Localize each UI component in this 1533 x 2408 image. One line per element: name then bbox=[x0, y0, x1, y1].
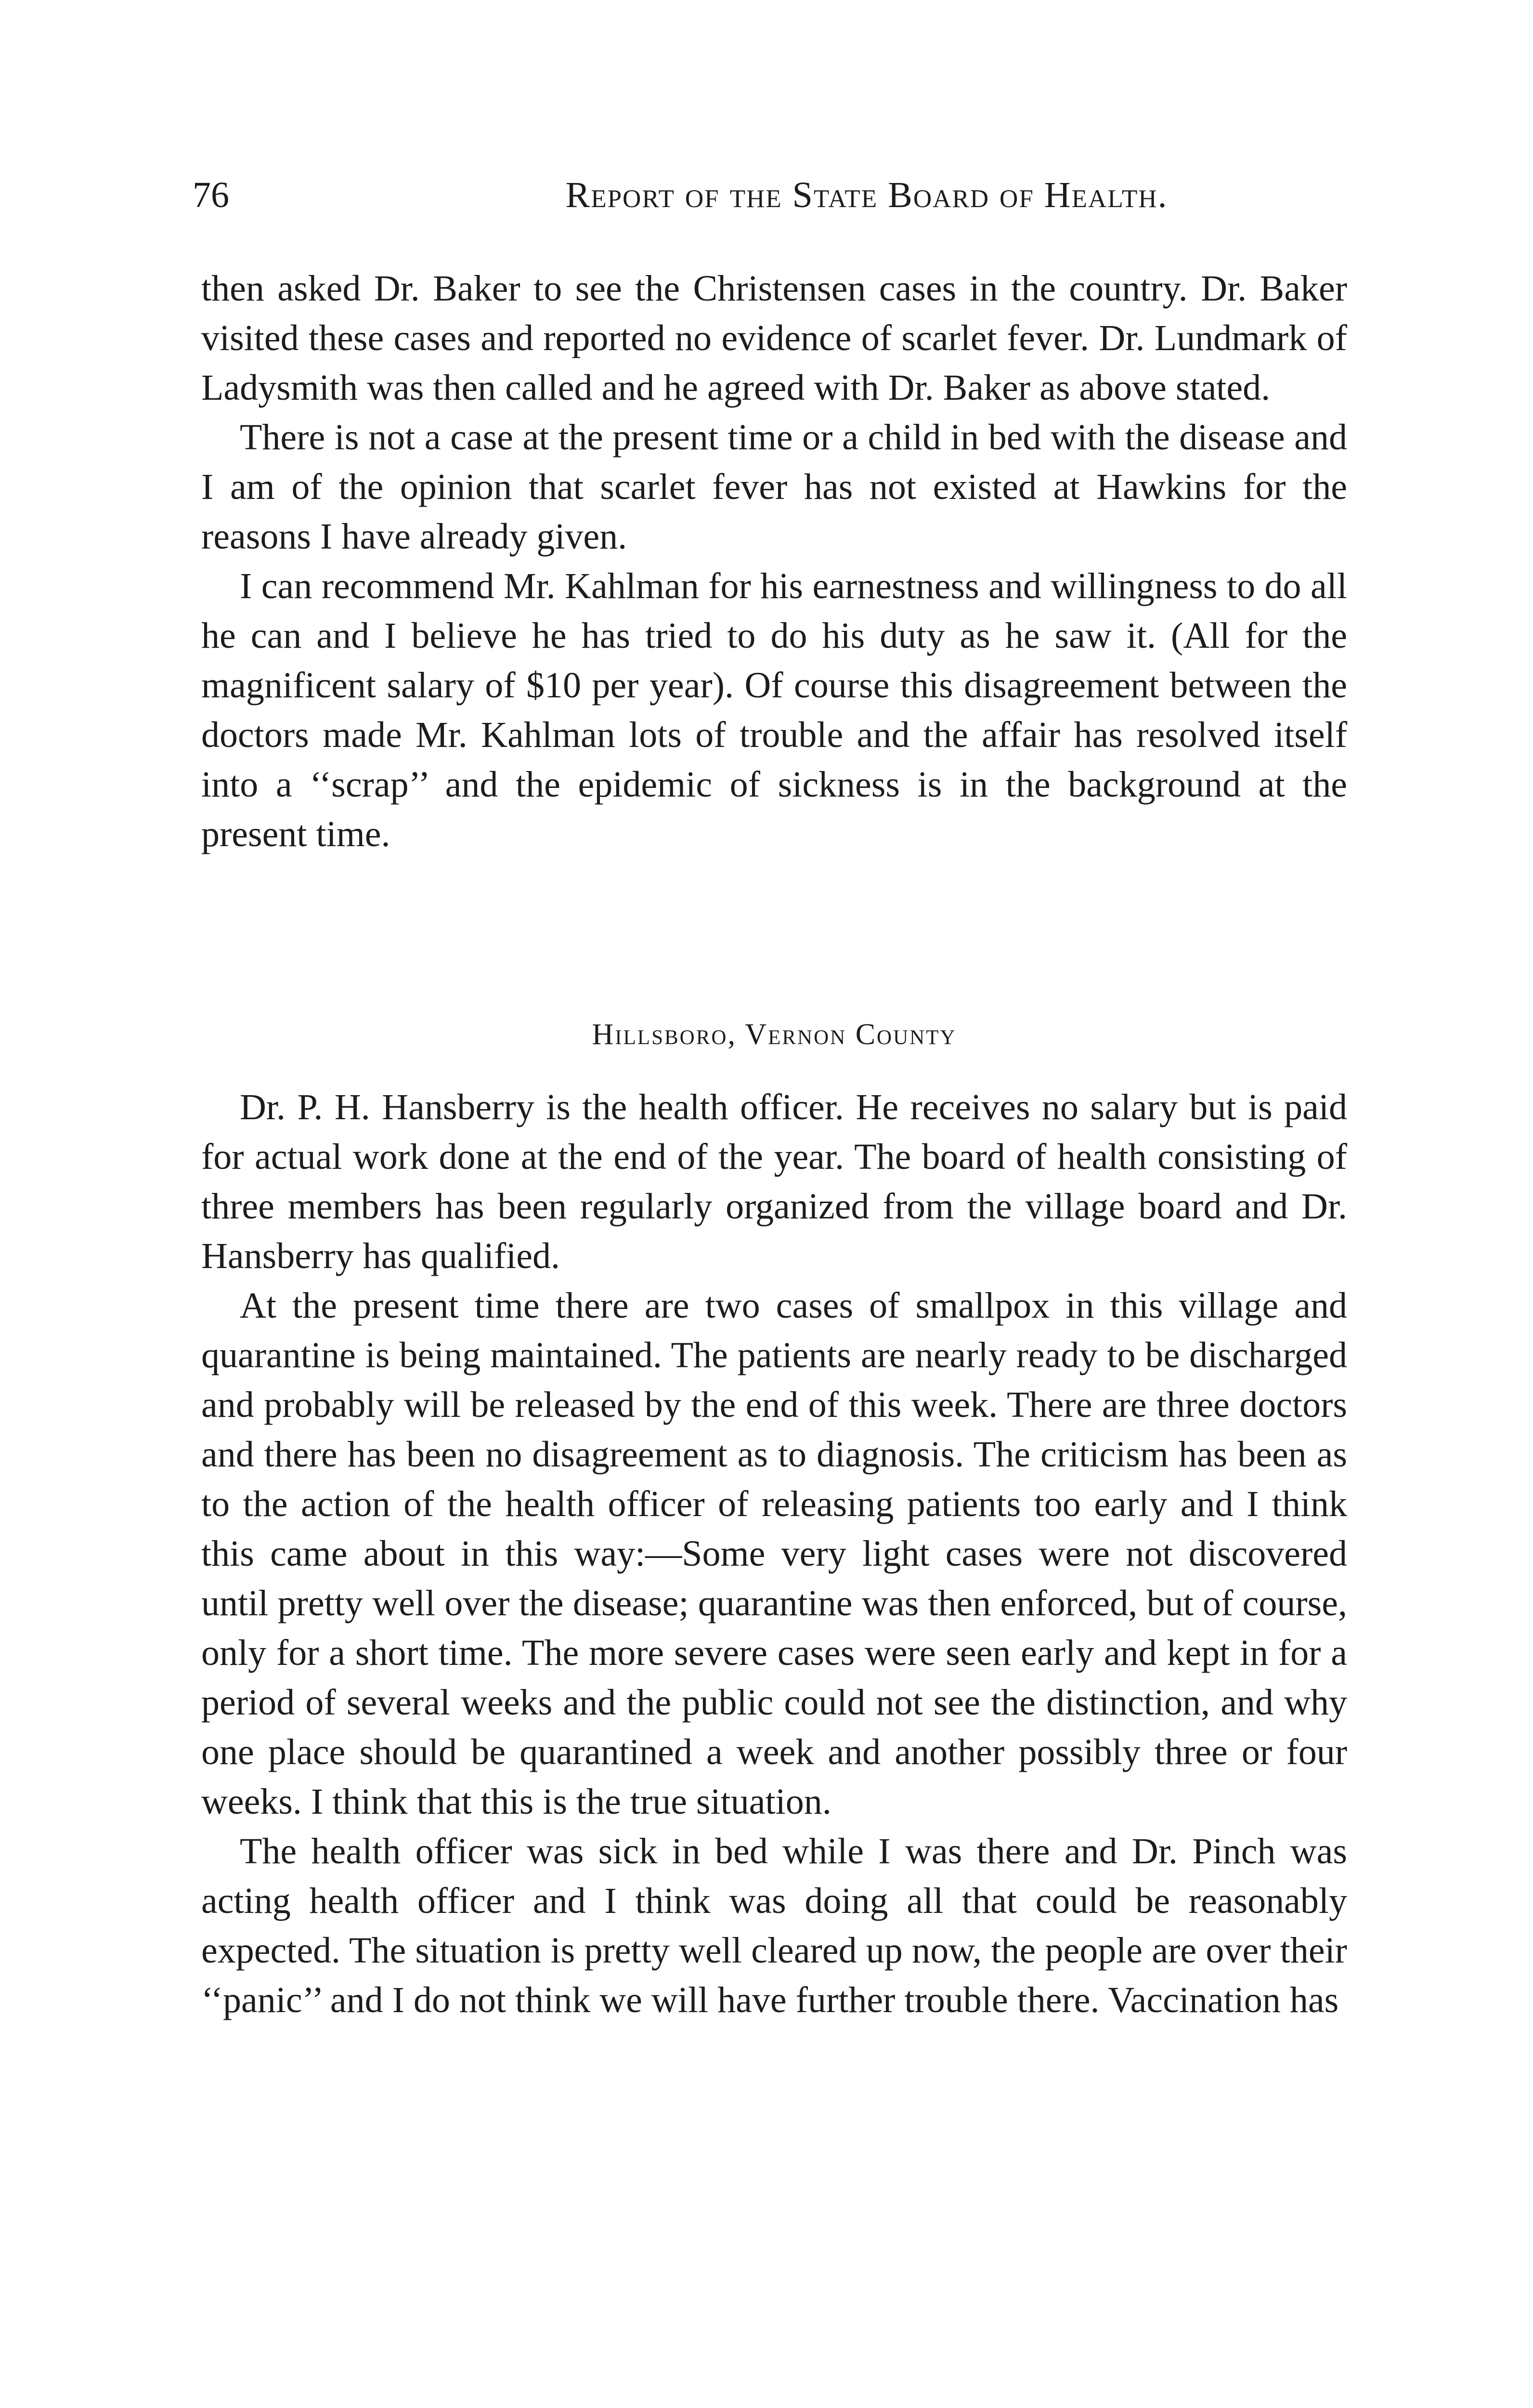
paragraph-continuation: then asked Dr. Baker to see the Christensen cases in the country. Dr. Baker visited these cases and reported no evidence of scarlet fever. Dr. Lundmark of Ladysmith was then called and he agreed with Dr. Baker as above stated. bbox=[201, 268, 1347, 408]
paragraph: Dr. P. H. Hansberry is the health officer. He receives no salary but is paid for actual work done at the end of the year. The board of health consisting of three members has been regularly organized from the village board and Dr. Hansberry has qualified. bbox=[201, 1087, 1347, 1276]
section-one-body bbox=[201, 264, 1347, 859]
running-title: Report of the State Board of Health. bbox=[565, 175, 1168, 215]
paragraph: At the present time there are two cases of smallpox in this village and quarantine is being maintained. The patients are nearly ready to be discharged and probably will be released by the end of this week. There are three doctors and there has been no disagreement as to diagnosis. The criticism has been as to the action of the health officer of releasing patients too early and I think this came about in this way:—Some very light cases were not discovered until pretty well over the disease; quarantine was then enforced, but of course, only for a short time. The more severe cases were seen early and kept in for a period of several weeks and the public could not see the distinction, and why one place should be quarantined a week and another possibly three or four weeks. I think that this is the true situation. bbox=[201, 1285, 1347, 1822]
running-head bbox=[193, 171, 1358, 229]
paragraph: The health officer was sick in bed while I was there and Dr. Pinch was acting health officer and I think was doing all that could be reasonably expected. The situation is pretty well cleared up now, the people are over their ‘‘panic’’ and I do not think we will have further trouble there. Vaccination has bbox=[201, 1831, 1347, 2020]
page-number: 76 bbox=[193, 175, 229, 215]
section-heading: Hillsboro, Vernon County bbox=[592, 1018, 957, 1051]
paragraph: There is not a case at the present time or a child in bed with the disease and I am of the opinion that scarlet fever has not existed at Hawkins for the reasons I have already given. bbox=[201, 417, 1347, 557]
paragraph: I can recommend Mr. Kahlman for his earnestness and willingness to do all he can and I believe he has tried to do his duty as he saw it. (All for the magnificent salary of $10 per year). Of course this disagreement between the doctors made Mr. Kahlman lots of trouble and the affair has resolved itself into a ‘‘scrap’’ and the epidemic of sickness is in the background at the present time. bbox=[201, 566, 1347, 854]
section-two-body bbox=[201, 1083, 1347, 2025]
